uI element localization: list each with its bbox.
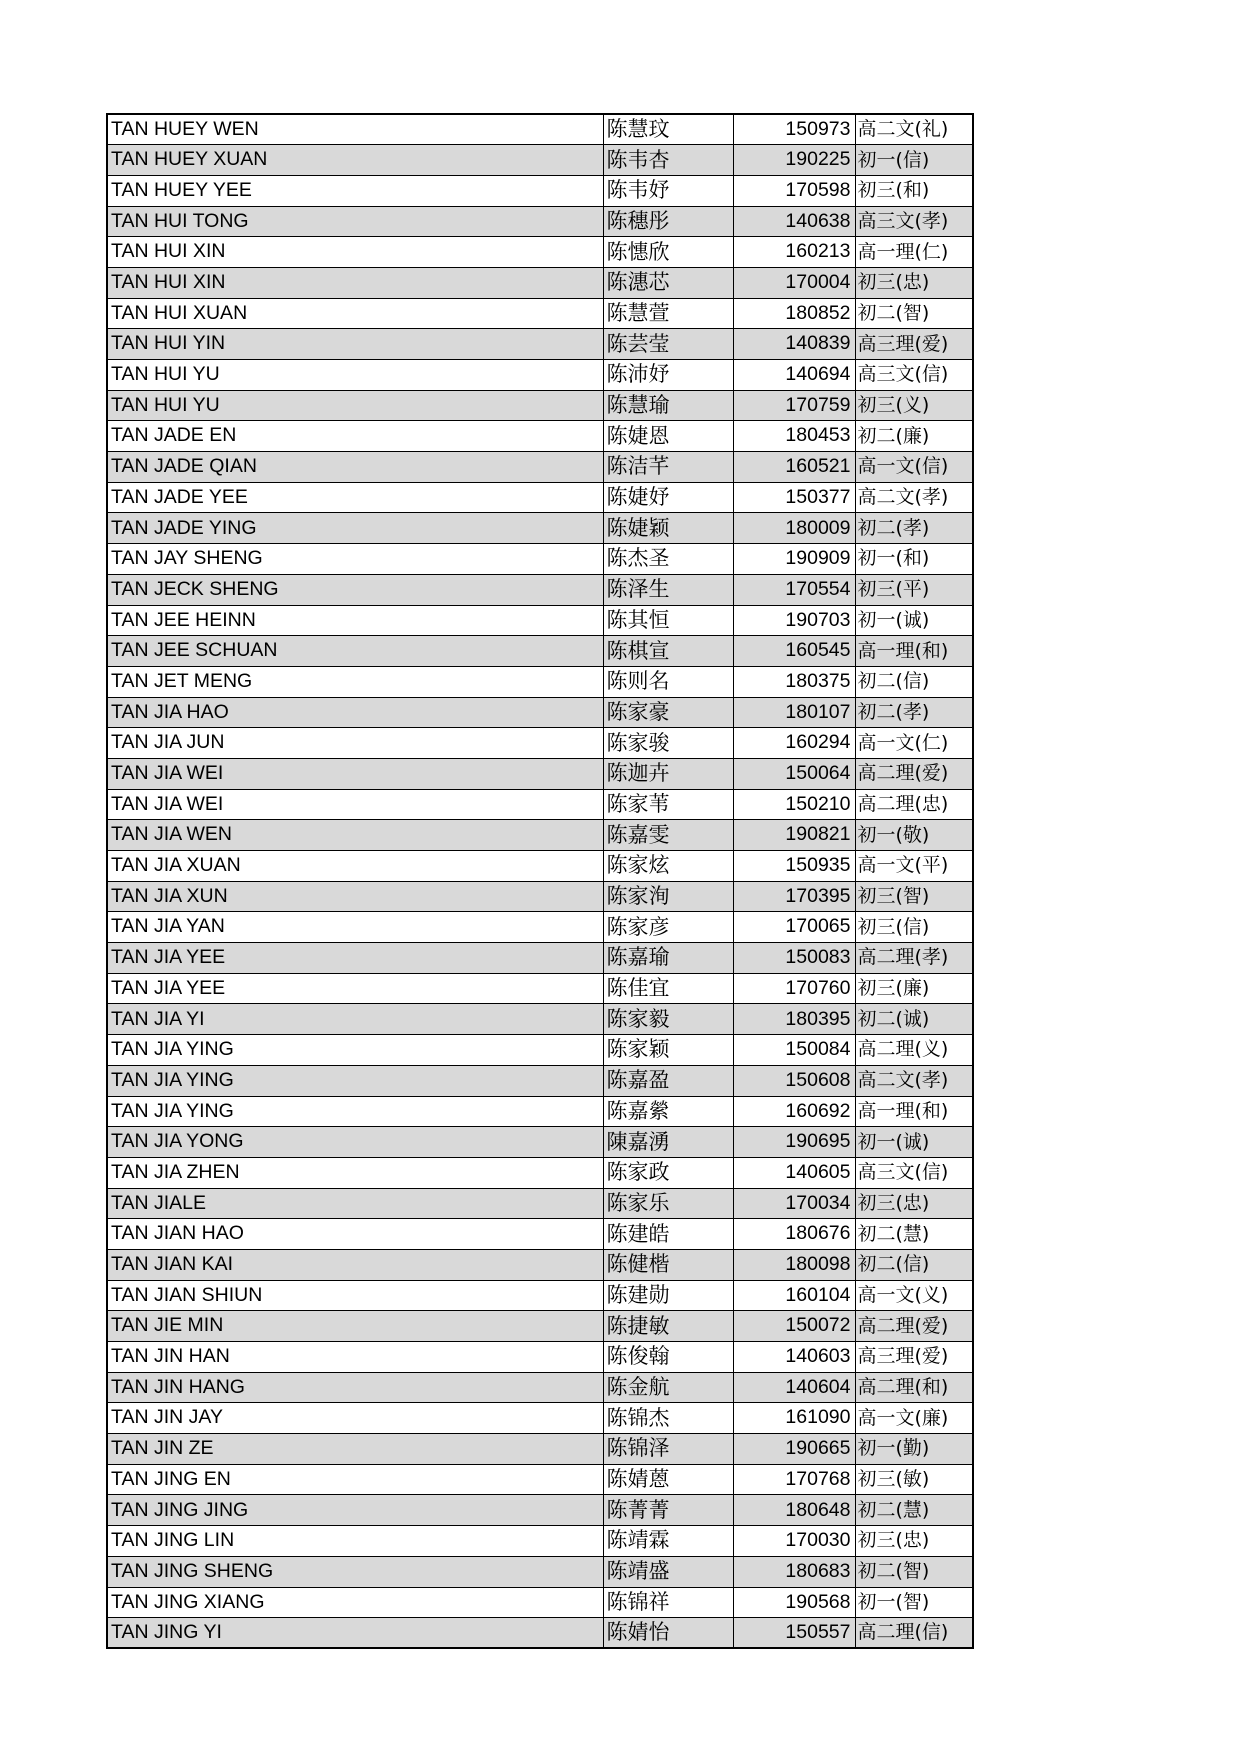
- chinese-name-cell: 陈家炫: [603, 851, 733, 882]
- student-name-cell: TAN JIA HAO: [107, 697, 603, 728]
- table-row: [107, 1372, 973, 1403]
- class-cell: 高一理(和): [855, 636, 973, 667]
- table-row: [107, 237, 973, 268]
- chinese-name-cell: 陈捷敏: [603, 1311, 733, 1342]
- student-id-cell: 180852: [733, 298, 855, 329]
- class-cell: 初二(孝): [855, 513, 973, 544]
- table-row: [107, 1127, 973, 1158]
- student-name-cell: TAN HUI YU: [107, 390, 603, 421]
- class-cell: 初二(慧): [855, 1219, 973, 1250]
- chinese-name-cell: 陈婕恩: [603, 421, 733, 452]
- class-cell: 初一(和): [855, 544, 973, 575]
- table-row: [107, 666, 973, 697]
- class-cell: 初一(敬): [855, 820, 973, 851]
- table-row: [107, 973, 973, 1004]
- student-name-cell: TAN JADE YING: [107, 513, 603, 544]
- student-id-cell: 190225: [733, 145, 855, 176]
- chinese-name-cell: 陈家苇: [603, 789, 733, 820]
- student-id-cell: 170030: [733, 1526, 855, 1557]
- student-name-cell: TAN JIALE: [107, 1188, 603, 1219]
- student-id-cell: 180453: [733, 421, 855, 452]
- table-row: [107, 697, 973, 728]
- class-cell: 初一(诚): [855, 1127, 973, 1158]
- table-row: [107, 881, 973, 912]
- student-name-cell: TAN JIN HANG: [107, 1372, 603, 1403]
- table-row: [107, 1065, 973, 1096]
- student-id-cell: 150608: [733, 1065, 855, 1096]
- chinese-name-cell: 陈健楷: [603, 1249, 733, 1280]
- chinese-name-cell: 陈建皓: [603, 1219, 733, 1250]
- student-id-cell: 150210: [733, 789, 855, 820]
- student-id-cell: 170395: [733, 881, 855, 912]
- class-cell: 初三(敏): [855, 1464, 973, 1495]
- student-name-cell: TAN JIN ZE: [107, 1434, 603, 1465]
- table-row: [107, 758, 973, 789]
- student-id-cell: 160692: [733, 1096, 855, 1127]
- class-cell: 初一(智): [855, 1587, 973, 1618]
- student-id-cell: 140694: [733, 360, 855, 391]
- table-row: [107, 175, 973, 206]
- student-id-cell: 160521: [733, 452, 855, 483]
- table-row: [107, 544, 973, 575]
- class-cell: 初二(廉): [855, 421, 973, 452]
- student-name-cell: TAN JIA WEI: [107, 789, 603, 820]
- table-row: [107, 1096, 973, 1127]
- class-cell: 高一文(仁): [855, 728, 973, 759]
- chinese-name-cell: 陈家毅: [603, 1004, 733, 1035]
- table-row: [107, 851, 973, 882]
- student-name-cell: TAN JADE YEE: [107, 482, 603, 513]
- student-id-cell: 150064: [733, 758, 855, 789]
- chinese-name-cell: 陈芸莹: [603, 329, 733, 360]
- class-cell: 高二文(孝): [855, 482, 973, 513]
- class-cell: 高二理(孝): [855, 943, 973, 974]
- chinese-name-cell: 陈锦杰: [603, 1403, 733, 1434]
- student-name-cell: TAN JIA WEI: [107, 758, 603, 789]
- student-name-cell: TAN HUEY YEE: [107, 175, 603, 206]
- student-name-cell: TAN JIA WEN: [107, 820, 603, 851]
- table-row: [107, 820, 973, 851]
- student-name-cell: TAN HUI YU: [107, 360, 603, 391]
- student-id-cell: 150083: [733, 943, 855, 974]
- chinese-name-cell: 陈迦卉: [603, 758, 733, 789]
- table-row: [107, 1587, 973, 1618]
- student-id-cell: 161090: [733, 1403, 855, 1434]
- table-row: [107, 789, 973, 820]
- student-id-cell: 170554: [733, 574, 855, 605]
- class-cell: 初三(忠): [855, 267, 973, 298]
- table-row: [107, 390, 973, 421]
- chinese-name-cell: 陈锦泽: [603, 1434, 733, 1465]
- class-cell: 高二文(孝): [855, 1065, 973, 1096]
- chinese-name-cell: 陈婧怡: [603, 1618, 733, 1649]
- table-row: [107, 728, 973, 759]
- chinese-name-cell: 陈韦杏: [603, 145, 733, 176]
- student-id-cell: 150084: [733, 1035, 855, 1066]
- class-cell: 高三文(信): [855, 1157, 973, 1188]
- chinese-name-cell: 陈穗彤: [603, 206, 733, 237]
- class-cell: 初三(信): [855, 912, 973, 943]
- student-name-cell: TAN JING EN: [107, 1464, 603, 1495]
- table-row: [107, 1004, 973, 1035]
- student-name-cell: TAN JIA YONG: [107, 1127, 603, 1158]
- student-id-cell: 140603: [733, 1342, 855, 1373]
- chinese-name-cell: 陈嘉瑜: [603, 943, 733, 974]
- student-id-cell: 170760: [733, 973, 855, 1004]
- chinese-name-cell: 陈慧萱: [603, 298, 733, 329]
- chinese-name-cell: 陈杰圣: [603, 544, 733, 575]
- student-name-cell: TAN HUEY WEN: [107, 114, 603, 145]
- chinese-name-cell: 陈佳宜: [603, 973, 733, 1004]
- table-row: [107, 1280, 973, 1311]
- chinese-name-cell: 陈韦妤: [603, 175, 733, 206]
- table-row: [107, 1464, 973, 1495]
- class-cell: 初二(智): [855, 1556, 973, 1587]
- table-row: [107, 114, 973, 145]
- chinese-name-cell: 陈家政: [603, 1157, 733, 1188]
- student-id-cell: 180676: [733, 1219, 855, 1250]
- class-cell: 初一(勤): [855, 1434, 973, 1465]
- chinese-name-cell: 陈婕颖: [603, 513, 733, 544]
- chinese-name-cell: 陈金航: [603, 1372, 733, 1403]
- table-row: [107, 1311, 973, 1342]
- student-name-cell: TAN HUI YIN: [107, 329, 603, 360]
- student-name-cell: TAN JET MENG: [107, 666, 603, 697]
- student-id-cell: 170768: [733, 1464, 855, 1495]
- student-id-cell: 170034: [733, 1188, 855, 1219]
- table-row: [107, 605, 973, 636]
- student-id-cell: 190665: [733, 1434, 855, 1465]
- student-name-cell: TAN JIA YEE: [107, 973, 603, 1004]
- chinese-name-cell: 陈嘉雯: [603, 820, 733, 851]
- class-cell: 高三理(爱): [855, 1342, 973, 1373]
- student-id-cell: 140605: [733, 1157, 855, 1188]
- class-cell: 高三文(信): [855, 360, 973, 391]
- student-id-cell: 150557: [733, 1618, 855, 1649]
- table-row: [107, 329, 973, 360]
- table-row: [107, 421, 973, 452]
- student-id-cell: 140839: [733, 329, 855, 360]
- student-name-cell: TAN HUEY XUAN: [107, 145, 603, 176]
- class-cell: 初二(诚): [855, 1004, 973, 1035]
- student-name-cell: TAN JIA YING: [107, 1065, 603, 1096]
- student-name-cell: TAN JIE MIN: [107, 1311, 603, 1342]
- table-row: [107, 145, 973, 176]
- student-id-cell: 180375: [733, 666, 855, 697]
- class-cell: 初三(义): [855, 390, 973, 421]
- chinese-name-cell: 陈则名: [603, 666, 733, 697]
- student-list-table: [106, 113, 974, 1649]
- table-row: [107, 1434, 973, 1465]
- student-name-cell: TAN JING SHENG: [107, 1556, 603, 1587]
- student-name-cell: TAN JIA XUAN: [107, 851, 603, 882]
- table-row: [107, 1035, 973, 1066]
- class-cell: 高三文(孝): [855, 206, 973, 237]
- class-cell: 高一文(信): [855, 452, 973, 483]
- student-id-cell: 160104: [733, 1280, 855, 1311]
- table-row: [107, 943, 973, 974]
- chinese-name-cell: 陈婧蒽: [603, 1464, 733, 1495]
- class-cell: 初三(廉): [855, 973, 973, 1004]
- chinese-name-cell: 陈憓欣: [603, 237, 733, 268]
- class-cell: 初二(智): [855, 298, 973, 329]
- student-name-cell: TAN JIA YAN: [107, 912, 603, 943]
- table-row: [107, 574, 973, 605]
- student-id-cell: 150935: [733, 851, 855, 882]
- class-cell: 高一理(和): [855, 1096, 973, 1127]
- student-name-cell: TAN JING JING: [107, 1495, 603, 1526]
- student-id-cell: 170598: [733, 175, 855, 206]
- student-id-cell: 190909: [733, 544, 855, 575]
- table-row: [107, 206, 973, 237]
- student-id-cell: 180648: [733, 1495, 855, 1526]
- table-row: [107, 1188, 973, 1219]
- student-id-cell: 190695: [733, 1127, 855, 1158]
- student-name-cell: TAN JIA YEE: [107, 943, 603, 974]
- student-name-cell: TAN JEE SCHUAN: [107, 636, 603, 667]
- student-id-cell: 140604: [733, 1372, 855, 1403]
- chinese-name-cell: 陈婕妤: [603, 482, 733, 513]
- student-name-cell: TAN JIAN HAO: [107, 1219, 603, 1250]
- table-row: [107, 1618, 973, 1649]
- class-cell: 高一理(仁): [855, 237, 973, 268]
- class-cell: 初三(忠): [855, 1526, 973, 1557]
- class-cell: 初三(忠): [855, 1188, 973, 1219]
- chinese-name-cell: 陈嘉縈: [603, 1096, 733, 1127]
- class-cell: 高二理(义): [855, 1035, 973, 1066]
- class-cell: 初二(孝): [855, 697, 973, 728]
- student-name-cell: TAN JIA XUN: [107, 881, 603, 912]
- student-id-cell: 160545: [733, 636, 855, 667]
- student-id-cell: 150072: [733, 1311, 855, 1342]
- class-cell: 初三(智): [855, 881, 973, 912]
- class-cell: 高二文(礼): [855, 114, 973, 145]
- student-name-cell: TAN JIA JUN: [107, 728, 603, 759]
- class-cell: 高二理(信): [855, 1618, 973, 1649]
- chinese-name-cell: 陈家豪: [603, 697, 733, 728]
- student-name-cell: TAN HUI XIN: [107, 237, 603, 268]
- class-cell: 初三(平): [855, 574, 973, 605]
- table-row: [107, 298, 973, 329]
- chinese-name-cell: 陈家洵: [603, 881, 733, 912]
- chinese-name-cell: 陈家彦: [603, 912, 733, 943]
- student-name-cell: TAN JIA YING: [107, 1035, 603, 1066]
- chinese-name-cell: 陈俊翰: [603, 1342, 733, 1373]
- chinese-name-cell: 陈慧玟: [603, 114, 733, 145]
- chinese-name-cell: 陈其恒: [603, 605, 733, 636]
- table-row: [107, 1403, 973, 1434]
- student-id-cell: 170759: [733, 390, 855, 421]
- chinese-name-cell: 陈沛妤: [603, 360, 733, 391]
- class-cell: 初二(慧): [855, 1495, 973, 1526]
- chinese-name-cell: 陳嘉湧: [603, 1127, 733, 1158]
- chinese-name-cell: 陈菁菁: [603, 1495, 733, 1526]
- class-cell: 高二理(忠): [855, 789, 973, 820]
- student-id-cell: 190821: [733, 820, 855, 851]
- student-name-cell: TAN JIN HAN: [107, 1342, 603, 1373]
- student-name-cell: TAN JIN JAY: [107, 1403, 603, 1434]
- student-name-cell: TAN JING LIN: [107, 1526, 603, 1557]
- class-cell: 初一(诚): [855, 605, 973, 636]
- table-row: [107, 452, 973, 483]
- student-id-cell: 180009: [733, 513, 855, 544]
- table-row: [107, 1495, 973, 1526]
- student-id-cell: 150973: [733, 114, 855, 145]
- student-name-cell: TAN JING YI: [107, 1618, 603, 1649]
- chinese-name-cell: 陈嘉盈: [603, 1065, 733, 1096]
- student-id-cell: 140638: [733, 206, 855, 237]
- student-name-cell: TAN JADE QIAN: [107, 452, 603, 483]
- chinese-name-cell: 陈靖霖: [603, 1526, 733, 1557]
- table-row: [107, 1249, 973, 1280]
- student-name-cell: TAN JADE EN: [107, 421, 603, 452]
- student-name-cell: TAN JIA YING: [107, 1096, 603, 1127]
- student-id-cell: 180395: [733, 1004, 855, 1035]
- class-cell: 初二(信): [855, 1249, 973, 1280]
- table-row: [107, 513, 973, 544]
- table-row: [107, 636, 973, 667]
- chinese-name-cell: 陈锦祥: [603, 1587, 733, 1618]
- table-row: [107, 1157, 973, 1188]
- student-id-cell: 160294: [733, 728, 855, 759]
- table-row: [107, 360, 973, 391]
- chinese-name-cell: 陈建勋: [603, 1280, 733, 1311]
- student-name-cell: TAN JIA ZHEN: [107, 1157, 603, 1188]
- table-row: [107, 267, 973, 298]
- class-cell: 高三理(爱): [855, 329, 973, 360]
- student-name-cell: TAN JECK SHENG: [107, 574, 603, 605]
- student-name-cell: TAN JIAN SHIUN: [107, 1280, 603, 1311]
- student-name-cell: TAN JAY SHENG: [107, 544, 603, 575]
- student-id-cell: 170004: [733, 267, 855, 298]
- class-cell: 高二理(和): [855, 1372, 973, 1403]
- student-id-cell: 160213: [733, 237, 855, 268]
- table-row: [107, 1219, 973, 1250]
- student-name-cell: TAN HUI XIN: [107, 267, 603, 298]
- student-id-cell: 180107: [733, 697, 855, 728]
- table-row: [107, 912, 973, 943]
- table-row: [107, 1342, 973, 1373]
- student-name-cell: TAN JIAN KAI: [107, 1249, 603, 1280]
- class-cell: 高一文(平): [855, 851, 973, 882]
- student-list-body: [107, 114, 973, 1648]
- student-name-cell: TAN HUI TONG: [107, 206, 603, 237]
- chinese-name-cell: 陈潓芯: [603, 267, 733, 298]
- student-id-cell: 180683: [733, 1556, 855, 1587]
- chinese-name-cell: 陈家骏: [603, 728, 733, 759]
- class-cell: 初三(和): [855, 175, 973, 206]
- class-cell: 高一文(义): [855, 1280, 973, 1311]
- class-cell: 高二理(爱): [855, 1311, 973, 1342]
- student-name-cell: TAN JEE HEINN: [107, 605, 603, 636]
- student-name-cell: TAN JING XIANG: [107, 1587, 603, 1618]
- chinese-name-cell: 陈慧瑜: [603, 390, 733, 421]
- chinese-name-cell: 陈家颖: [603, 1035, 733, 1066]
- class-cell: 初二(信): [855, 666, 973, 697]
- student-id-cell: 190568: [733, 1587, 855, 1618]
- student-id-cell: 180098: [733, 1249, 855, 1280]
- student-name-cell: TAN HUI XUAN: [107, 298, 603, 329]
- table-row: [107, 1556, 973, 1587]
- class-cell: 高一文(廉): [855, 1403, 973, 1434]
- student-id-cell: 170065: [733, 912, 855, 943]
- chinese-name-cell: 陈泽生: [603, 574, 733, 605]
- chinese-name-cell: 陈家乐: [603, 1188, 733, 1219]
- class-cell: 高二理(爱): [855, 758, 973, 789]
- student-id-cell: 190703: [733, 605, 855, 636]
- student-id-cell: 150377: [733, 482, 855, 513]
- table-row: [107, 482, 973, 513]
- table-row: [107, 1526, 973, 1557]
- student-name-cell: TAN JIA YI: [107, 1004, 603, 1035]
- chinese-name-cell: 陈棋宣: [603, 636, 733, 667]
- chinese-name-cell: 陈洁芊: [603, 452, 733, 483]
- chinese-name-cell: 陈靖盛: [603, 1556, 733, 1587]
- class-cell: 初一(信): [855, 145, 973, 176]
